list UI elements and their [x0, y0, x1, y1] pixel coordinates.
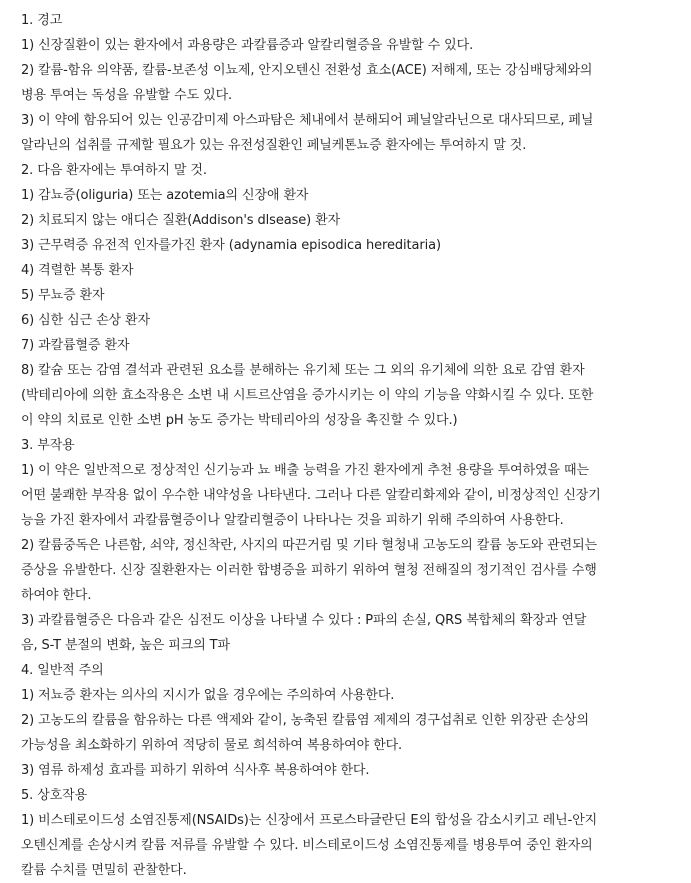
text-line: 3) 이 약에 함유되어 있는 인공감미제 아스파탐은 체내에서 분해되어 페닐알라닌으로 대사되므로, 페닐 [21, 113, 594, 128]
heading-side-effects: 3. 부작용 [21, 438, 75, 453]
text-line: 2) 칼륨-함유 의약품, 칼륨-보존성 이뇨제, 안지오텐신 전환성 효소(ACE) 저해제, 또는 강심배당체와의 [21, 63, 593, 78]
text-line: 능을 가진 환자에서 과칼륨혈증이나 알칼리혈증이 나타나는 것을 피하기 위해 주의하여 사용한다. [21, 513, 564, 528]
text-line: 3) 염류 하제성 효과를 피하기 위하여 식사후 복용하여야 한다. [21, 763, 370, 778]
text-line: 1) 비스테로이드성 소염진통제(NSAIDs)는 신장에서 프로스타글란딘 E의 합성을 감소시키고 레닌-안지 [21, 813, 598, 828]
text-line: (박테리아에 의한 효소작용은 소변 내 시트르산염을 증가시키는 이 약의 기능을 약화시킬 수 있다. 또한 [21, 388, 594, 403]
text-line: 2) 치료되지 않는 애디슨 질환(Addison's dlsease) 환자 [21, 213, 341, 228]
heading-warning: 1. 경고 [21, 13, 63, 28]
text-line: 8) 칼슘 또는 감염 결석과 관련된 요소를 분해하는 유기체 또는 그 외의 유기체에 의한 요로 감염 환자 [21, 363, 585, 378]
heading-general-precautions: 4. 일반적 주의 [21, 663, 104, 678]
text-line: 증상을 유발한다. 신장 질환환자는 이러한 합병증을 피하기 위하여 혈청 전해질의 정기적인 검사를 수행 [21, 563, 597, 578]
text-line: 2) 고농도의 칼륨을 함유하는 다른 액제와 같이, 농축된 칼륨염 제제의 경구섭취로 인한 위장관 손상의 [21, 713, 589, 728]
text-line: 어떤 불쾌한 부작용 없이 우수한 내약성을 나타낸다. 그러나 다른 알칼리화제와 같이, 비정상적인 신장기 [21, 488, 601, 503]
text-line: 3) 근무력증 유전적 인자를가진 환자 (adynamia episodica hereditaria) [21, 238, 441, 253]
text-line: 하여야 한다. [21, 588, 92, 603]
text-line: 1) 신장질환이 있는 환자에서 과용량은 과칼륨증과 알칼리혈증을 유발할 수 있다. [21, 38, 474, 53]
text-line: 6) 심한 심근 손상 환자 [21, 313, 150, 328]
text-line: 음, S-T 분절의 변화, 높은 피크의 T파 [21, 638, 230, 653]
text-line: 7) 과칼륨혈증 환자 [21, 338, 130, 353]
text-line: 칼륨 수치를 면밀히 관찰한다. [21, 863, 187, 878]
text-line: 가능성을 최소화하기 위하여 적당히 물로 희석하여 복용하여야 한다. [21, 738, 403, 753]
heading-interactions: 5. 상호작용 [21, 788, 88, 803]
text-line: 병용 투여는 독성을 유발할 수도 있다. [21, 88, 233, 103]
text-line: 5) 무뇨증 환자 [21, 288, 105, 303]
text-line: 알라닌의 섭취를 규제할 필요가 있는 유전성질환인 페닐케톤뇨증 환자에는 투여하지 말 것. [21, 138, 527, 153]
text-line: 1) 감뇨증(oliguria) 또는 azotemia의 신장애 환자 [21, 188, 309, 203]
heading-contraindications: 2. 다음 환자에는 투여하지 말 것. [21, 163, 207, 178]
text-line: 4) 격렬한 복통 환자 [21, 263, 134, 278]
text-line: 2) 칼륨중독은 나른함, 쇠약, 정신착란, 사지의 따끈거림 및 기타 혈청내 고농도의 칼륨 농도와 관련되는 [21, 538, 597, 553]
text-line: 1) 이 약은 일반적으로 정상적인 신기능과 뇨 배출 능력을 가진 환자에게 추천 용량을 투여하였을 때는 [21, 463, 589, 478]
text-line: 3) 과칼륨혈증은 다음과 같은 심전도 이상을 나타낼 수 있다 : P파의 손실, QRS 복합체의 확장과 연달 [21, 613, 587, 628]
text-line: 1) 저뇨증 환자는 의사의 지시가 없을 경우에는 주의하여 사용한다. [21, 688, 395, 703]
text-line: 이 약의 치료로 인한 소변 pH 농도 증가는 박테리아의 성장을 촉진할 수 있다.) [21, 413, 458, 428]
text-line: 오텐신계를 손상시켜 칼륨 저류를 유발할 수 있다. 비스테로이드성 소염진통제를 병용투여 중인 환자의 [21, 838, 593, 853]
